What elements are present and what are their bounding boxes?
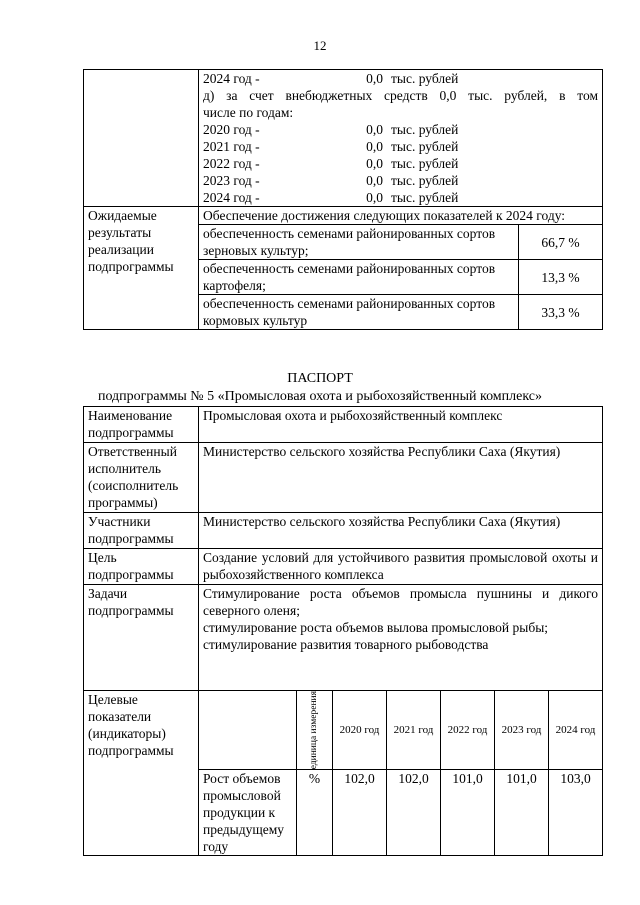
year-header: 2023 год — [495, 691, 549, 770]
indicator-value: 102,0 — [333, 770, 387, 856]
extrabudget-line: д) за счет внебюджетных средств 0,0 тыс. рублей, в том — [203, 88, 599, 103]
responsible-value: Министерство сельского хозяйства Республики Саха (Якутия) — [199, 443, 603, 513]
passport-subtitle: подпрограммы № 5 «Промысловая охота и рыбохозяйственный комплекс» — [97, 389, 543, 404]
indicator-header-empty — [199, 691, 297, 770]
year-row: 2024 год - 0,0 тыс. рублей — [203, 190, 459, 205]
task-item: Стимулирование роста объемов промысла пушнины и дикого северного оленя; — [203, 586, 599, 618]
participants-value: Министерство сельского хозяйства Республики Саха (Якутия) — [199, 513, 603, 549]
result-value: 13,3 % — [519, 260, 603, 295]
result-text: обеспеченность семенами районированных сортов картофеля; — [199, 260, 519, 295]
extrabudget-line-2: числе по годам: — [203, 105, 294, 120]
unit-header: единица измерения — [297, 691, 333, 770]
result-text: обеспеченность семенами районированных сортов зерновых культур; — [199, 225, 519, 260]
goal-value: Создание условий для устойчивого развития промысловой охоты и рыбохозяйственного комплекса — [199, 549, 603, 585]
page-number: 12 — [313, 38, 327, 53]
responsible-label: Ответственный исполнитель (соисполнитель программы) — [84, 443, 199, 513]
participants-label: Участники подпрограммы — [84, 513, 199, 549]
indicator-value: 101,0 — [441, 770, 495, 856]
result-value: 33,3 % — [519, 295, 603, 330]
result-value: 66,7 % — [519, 225, 603, 260]
year-header: 2020 год — [333, 691, 387, 770]
indicator-value: 103,0 — [549, 770, 603, 856]
year-row: 2022 год - 0,0 тыс. рублей — [203, 156, 459, 171]
tasks-value — [199, 585, 603, 691]
results-label: Ожидаемые результаты реализации подпрограммы — [84, 207, 199, 330]
name-value: Промысловая охота и рыбохозяйственный комплекс — [199, 407, 603, 443]
indicator-name: Рост объемов промысловой продукции к предыдущему году — [199, 770, 297, 856]
name-label: Наименование подпрограммы — [84, 407, 199, 443]
indicator-value: 101,0 — [495, 770, 549, 856]
funding-cell — [199, 70, 603, 207]
year-row: 2021 год - 0,0 тыс. рублей — [203, 139, 459, 154]
year-header: 2021 год — [387, 691, 441, 770]
results-intro: Обеспечение достижения следующих показателей к 2024 году: — [199, 207, 603, 225]
year-header: 2022 год — [441, 691, 495, 770]
year-row: 2023 год - 0,0 тыс. рублей — [203, 173, 459, 188]
indicator-unit: % — [297, 770, 333, 856]
task-item: стимулирование роста объемов вылова промысловой рыбы; — [203, 620, 549, 635]
funding-row: 2024 год - 0,0 тыс. рублей — [203, 71, 459, 86]
empty-label-cell — [84, 70, 199, 207]
indicator-value: 102,0 — [387, 770, 441, 856]
task-item: стимулирование развития товарного рыбоводства — [203, 637, 489, 652]
targets-label: Целевые показатели (индикаторы) подпрограммы — [84, 691, 199, 856]
goal-label: Цель подпрограммы — [84, 549, 199, 585]
funding-results-table — [83, 69, 603, 330]
passport-table — [83, 406, 603, 856]
year-row: 2020 год - 0,0 тыс. рублей — [203, 122, 459, 137]
passport-title: ПАСПОРТ — [287, 371, 353, 386]
tasks-label: Задачи подпрограммы — [84, 585, 199, 691]
result-text: обеспеченность семенами районированных сортов кормовых культур — [199, 295, 519, 330]
year-header: 2024 год — [549, 691, 603, 770]
